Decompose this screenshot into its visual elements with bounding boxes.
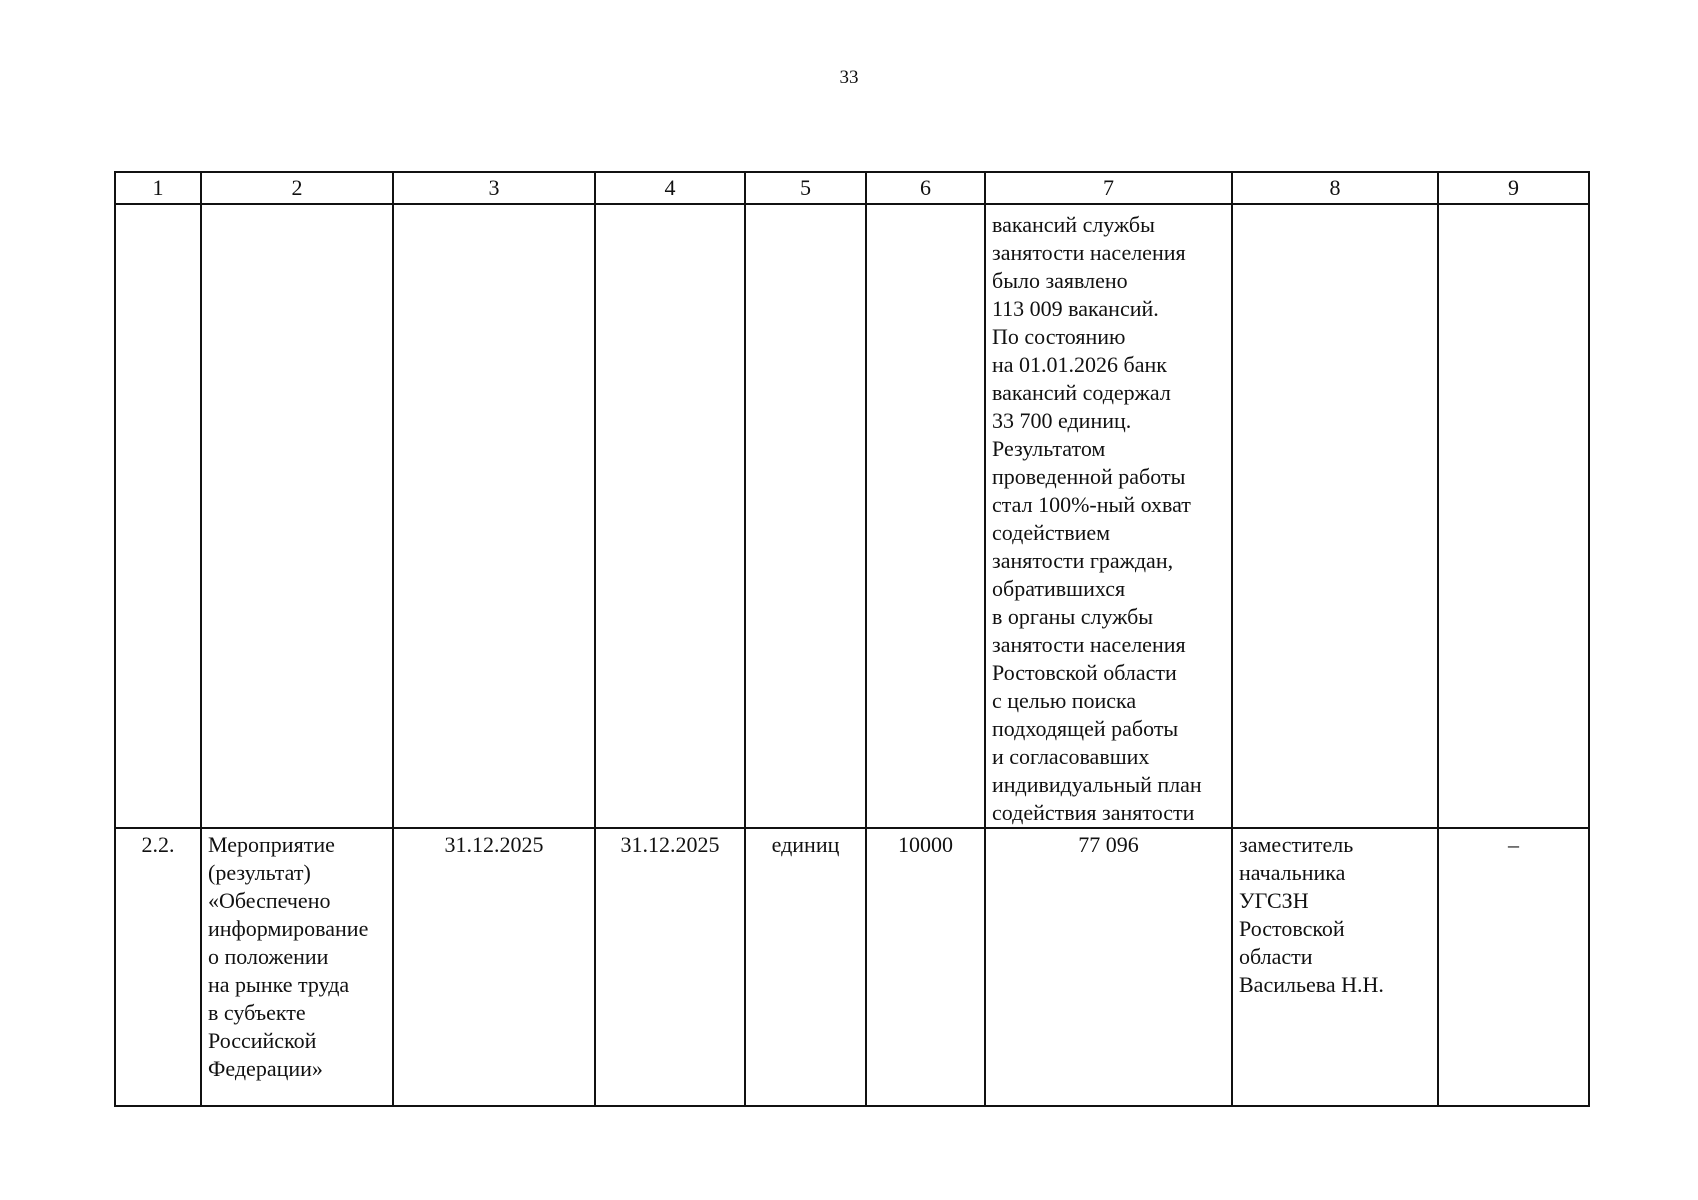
cell-empty	[1438, 204, 1589, 828]
text-line: стал 100%-ный охват	[992, 492, 1191, 517]
text-line: заместитель	[1239, 832, 1354, 857]
cell-unit: единиц	[745, 828, 866, 1106]
header-cell-3: 3	[393, 172, 595, 204]
page-number: 33	[839, 67, 859, 88]
header-cell-2: 2	[201, 172, 393, 204]
text-line: информирование	[208, 916, 369, 941]
text-line: области	[1239, 944, 1313, 969]
text-line: было заявлено	[992, 268, 1128, 293]
text-line: подходящей работы	[992, 716, 1179, 741]
cell-event-name	[201, 828, 393, 1106]
header-cell-8: 8	[1232, 172, 1438, 204]
text-line: в субъекте	[208, 1000, 306, 1025]
text-line: Результатом	[992, 436, 1106, 461]
cell-result-description	[985, 204, 1232, 828]
table-header-row	[115, 172, 1589, 204]
cell-date-plan: 31.12.2025	[393, 828, 595, 1106]
header-cell-1: 1	[115, 172, 201, 204]
text-line: Федерации»	[208, 1056, 323, 1081]
text-line: обратившихся	[992, 576, 1126, 601]
text-line: начальника	[1239, 860, 1346, 885]
text-line: По состоянию	[992, 324, 1126, 349]
text-line: вакансий службы	[992, 212, 1155, 237]
header-cell-6: 6	[866, 172, 985, 204]
cell-empty	[595, 204, 745, 828]
text-line: проведенной работы	[992, 464, 1186, 489]
cell-empty	[393, 204, 595, 828]
text-line: с целью поиска	[992, 688, 1137, 713]
cell-empty	[1232, 204, 1438, 828]
header-cell-5: 5	[745, 172, 866, 204]
cell-date-fact: 31.12.2025	[595, 828, 745, 1106]
text-line: 33 700 единиц.	[992, 408, 1132, 433]
header-cell-4: 4	[595, 172, 745, 204]
header-cell-7: 7	[985, 172, 1232, 204]
text-line: и согласовавших	[992, 744, 1150, 769]
cell-empty	[201, 204, 393, 828]
text-line: занятости населения	[992, 240, 1186, 265]
cell-empty	[866, 204, 985, 828]
text-line: 113 009 вакансий.	[992, 296, 1159, 321]
text-line: индивидуальный план	[992, 772, 1202, 797]
text-line: (результат)	[208, 860, 311, 885]
header-cell-9: 9	[1438, 172, 1589, 204]
text-line: Ростовской	[1239, 916, 1345, 941]
table-row-continuation	[115, 204, 1589, 828]
text-line: Российской	[208, 1028, 317, 1053]
text-line: Ростовской области	[992, 660, 1177, 685]
cell-row-number: 2.2.	[115, 828, 201, 1106]
text-line: УГСЗН	[1239, 888, 1309, 913]
cell-fact-value: 77 096	[985, 828, 1232, 1106]
text-line: содействием	[992, 520, 1111, 545]
text-line: о положении	[208, 944, 329, 969]
cell-responsible	[1232, 828, 1438, 1106]
text-line: Мероприятие	[208, 832, 335, 857]
table-row	[115, 828, 1589, 1106]
text-line: в органы службы	[992, 604, 1154, 629]
text-line: занятости граждан,	[992, 548, 1174, 573]
cell-plan-value: 10000	[866, 828, 985, 1106]
text-line: вакансий содержал	[992, 380, 1171, 405]
text-line: содействия занятости	[992, 800, 1195, 825]
cell-empty	[115, 204, 201, 828]
text-line: на 01.01.2026 банк	[992, 352, 1167, 377]
text-line: на рынке труда	[208, 972, 350, 997]
cell-empty	[745, 204, 866, 828]
text-line: занятости населения	[992, 632, 1186, 657]
cell-note: –	[1438, 828, 1589, 1106]
text-line: Васильева Н.Н.	[1239, 972, 1384, 997]
text-line: «Обеспечено	[208, 888, 331, 913]
report-table	[114, 171, 1590, 1107]
